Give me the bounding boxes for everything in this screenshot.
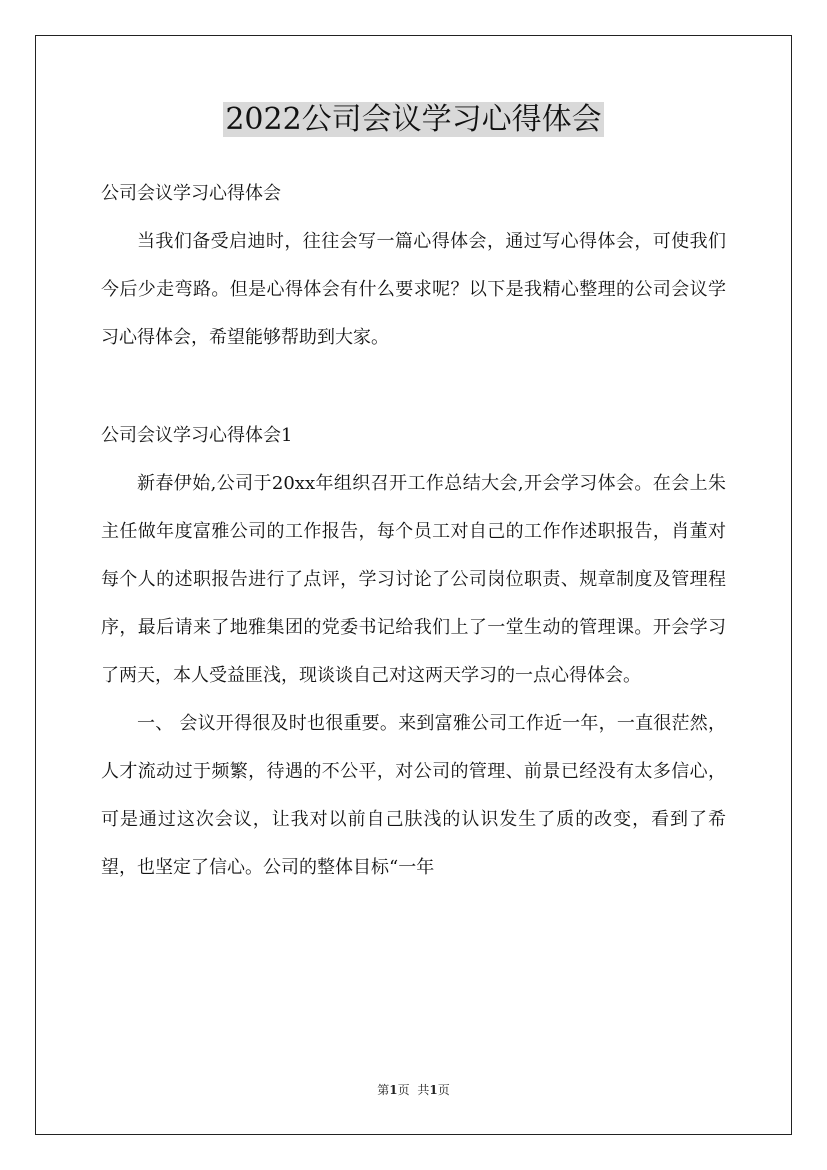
footer-page-prefix: 第: [377, 1083, 390, 1097]
document-body: [101, 170, 726, 892]
footer-total-pages: 1: [429, 1083, 438, 1097]
paragraph-spacer: [101, 362, 726, 412]
footer-total-prefix: 共: [417, 1083, 430, 1097]
section-1-paragraph-1: 新春伊始,公司于20xx年组织召开工作总结大会,开会学习体会。在会上朱主任做年度富雅公司的工作报告，每个员工对自己的工作作述职报告，肖董对每个人的述职报告进行了点评，学习讨论了公司岗位职责、规章制度及管理程序，最后请来了地雅集团的党委书记给我们上了一堂生动的管理课。开会学习了两天，本人受益匪浅，现谈谈自己对这两天学习的一点心得体会。: [101, 473, 726, 686]
section-1-heading: 公司会议学习心得体会1: [101, 425, 293, 446]
intro-heading: 公司会议学习心得体会: [101, 183, 281, 204]
document-title-text: 2022公司会议学习心得体会: [225, 102, 602, 137]
footer-total-suffix: 页: [437, 1083, 450, 1097]
document-title: [0, 100, 827, 140]
footer-page-number: 1: [389, 1083, 398, 1097]
page-footer: [0, 1080, 827, 1100]
intro-paragraph: 当我们备受启迪时，往往会写一篇心得体会，通过写心得体会，可使我们今后少走弯路。但是心得体会有什么要求呢？以下是我精心整理的公司会议学习心得体会，希望能够帮助到大家。: [101, 231, 726, 348]
footer-page-suffix: 页: [397, 1083, 410, 1097]
section-1-paragraph-2: 一、 会议开得很及时也很重要。来到富雅公司工作近一年，一直很茫然，人才流动过于频繁，待遇的不公平，对公司的管理、前景已经没有太多信心，可是通过这次会议，让我对以前自己肤浅的认识发生了质的改变，看到了希望，也坚定了信心。公司的整体目标“一年: [101, 713, 726, 878]
